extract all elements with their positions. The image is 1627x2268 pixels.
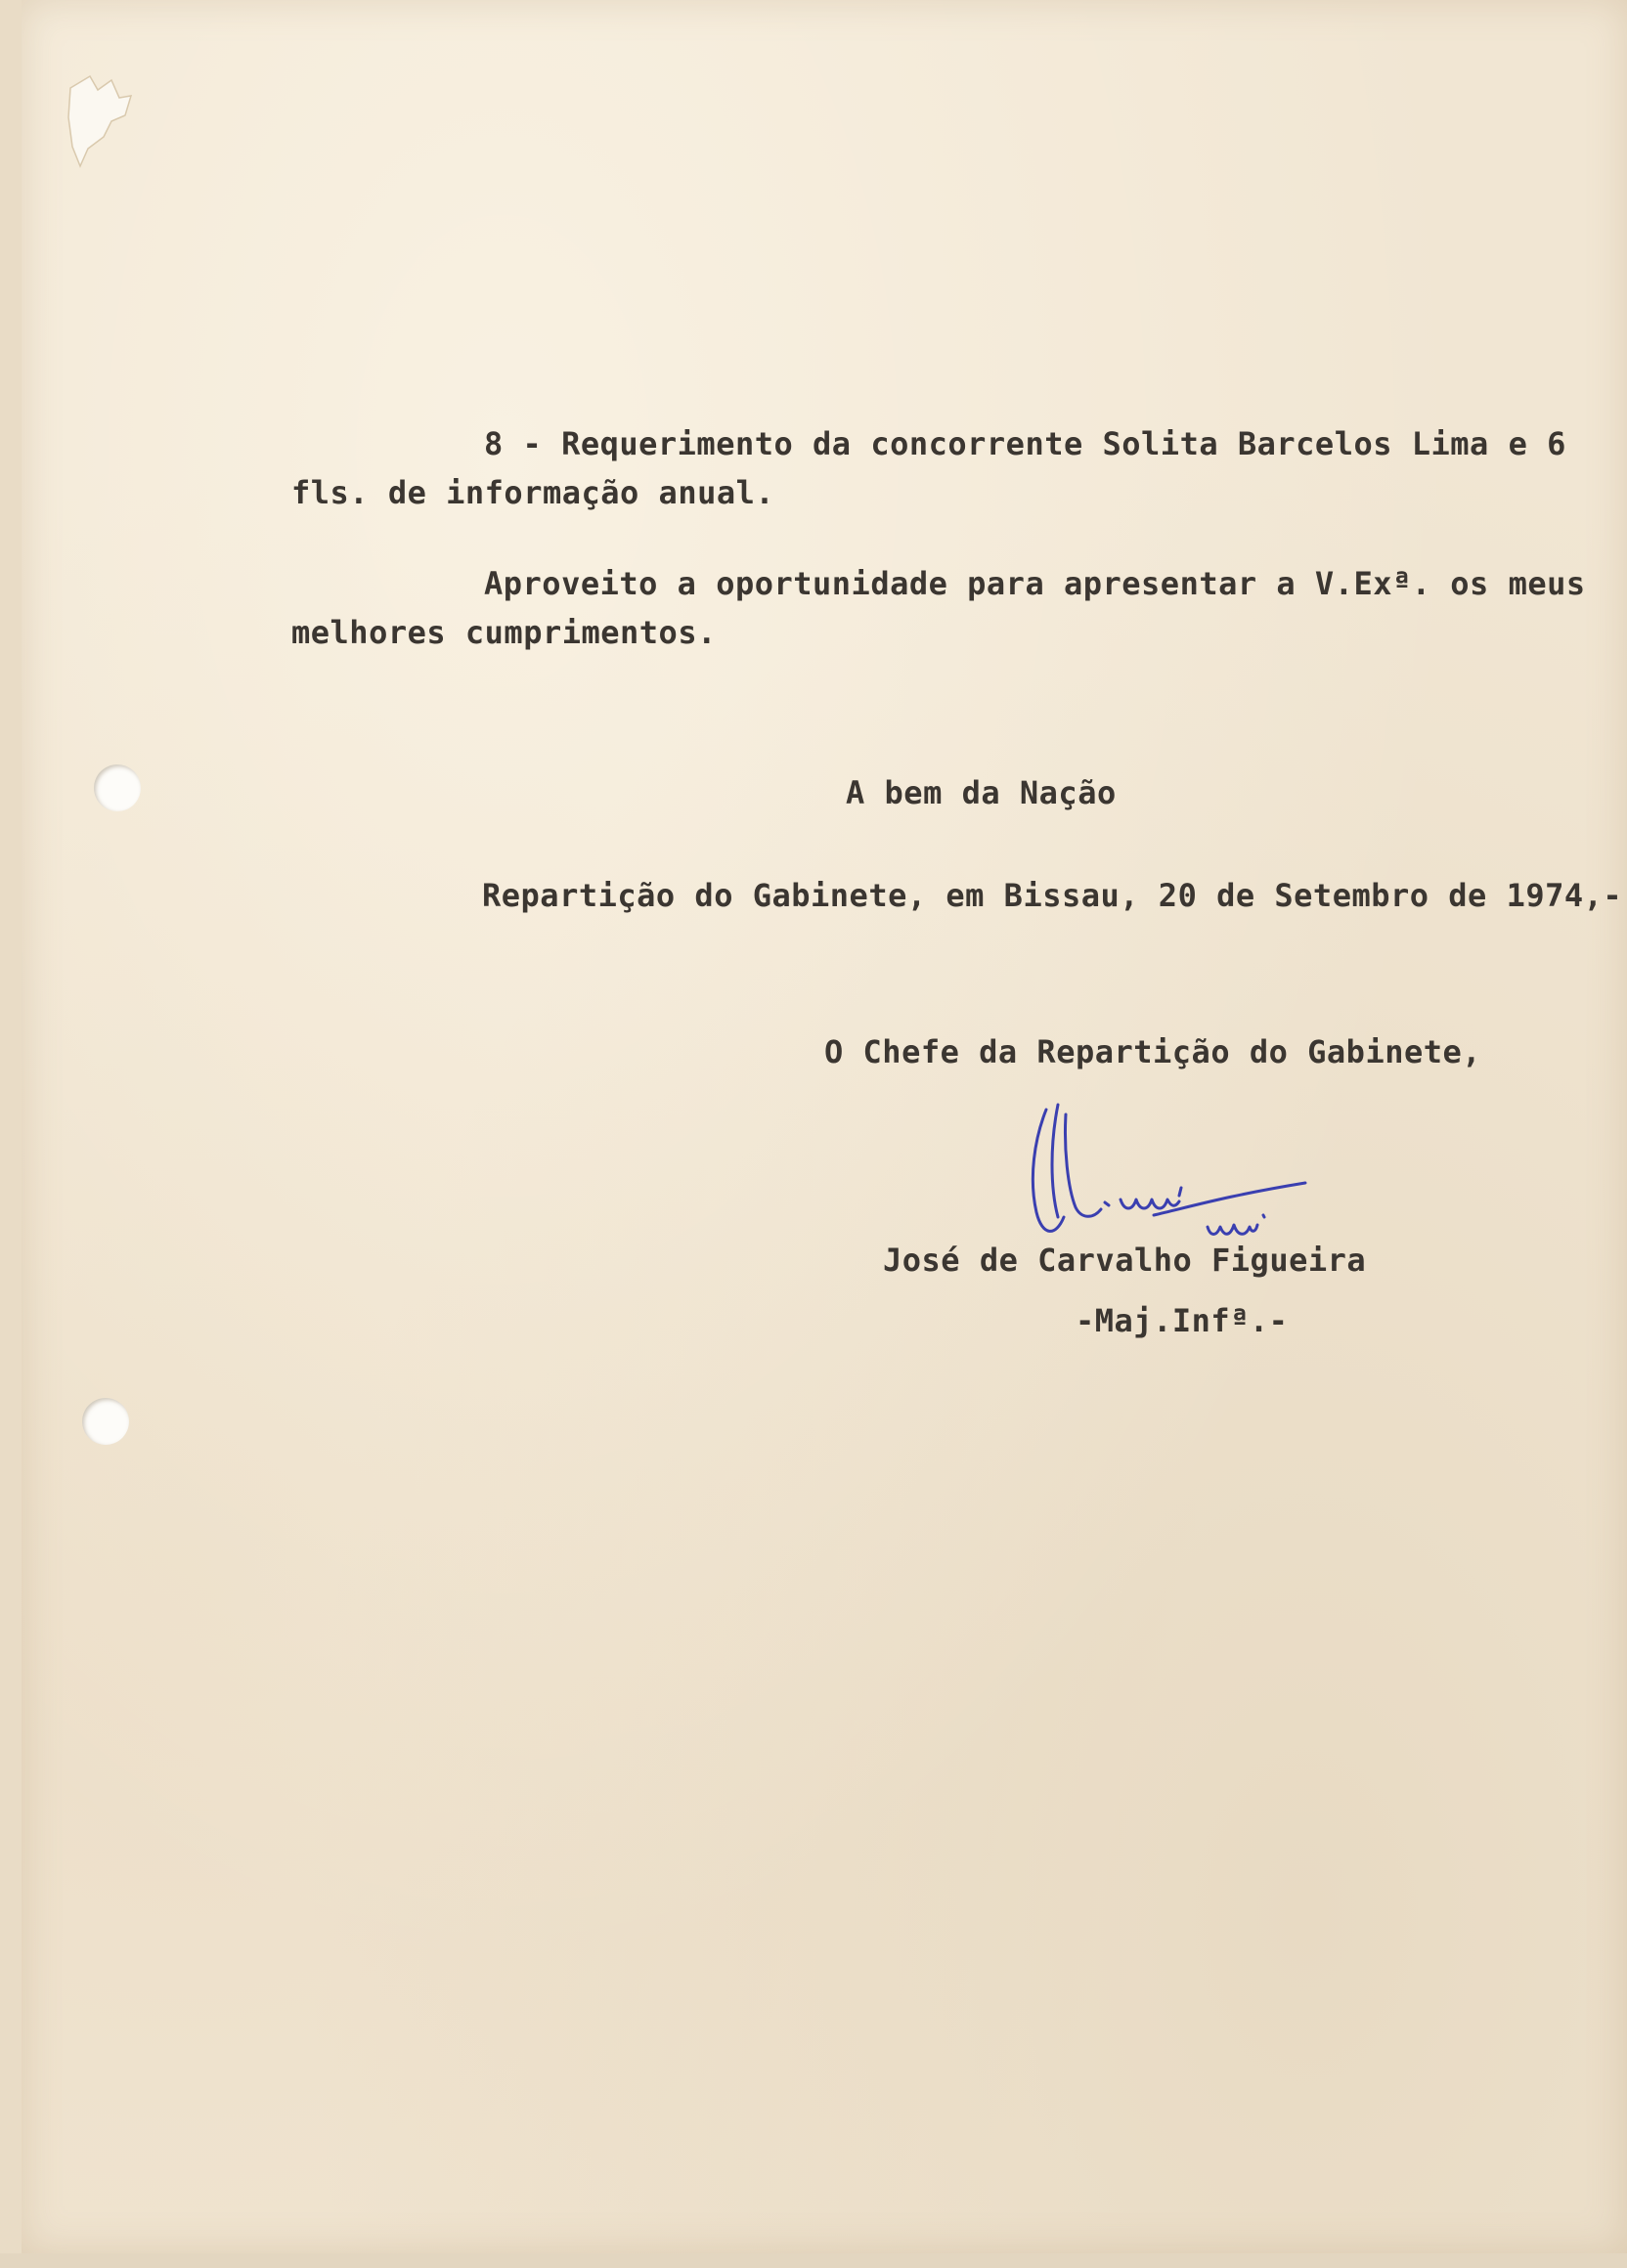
paragraph-2-line-1: Aproveito a oportunidade para apresentar a V.Exª. os meus: [484, 565, 1586, 602]
page-edge-bottom: [0, 2253, 1627, 2268]
dateline: Repartição do Gabinete, em Bissau, 20 de Setembro de 1974,-: [482, 877, 1623, 914]
punch-hole-upper: [94, 764, 141, 811]
paragraph-2-line-2: melhores cumprimentos.: [291, 614, 717, 651]
signatory-title: O Chefe da Repartição do Gabinete,: [824, 1033, 1482, 1070]
punch-hole-lower: [82, 1398, 129, 1445]
page-edge-left: [0, 0, 22, 2268]
document-page: [22, 0, 1627, 2253]
handwritten-signature: [1007, 1090, 1330, 1261]
paragraph-1-line-2: fls. de informação anual.: [291, 474, 775, 511]
signatory-name: José de Carvalho Figueira: [883, 1242, 1367, 1279]
torn-corner-mark: [61, 59, 149, 176]
closing-salutation: A bem da Nação: [846, 774, 1117, 811]
paragraph-1-line-1: 8 - Requerimento da concorrente Solita Barcelos Lima e 6: [484, 425, 1566, 462]
signatory-rank: -Maj.Infª.-: [1076, 1302, 1289, 1339]
